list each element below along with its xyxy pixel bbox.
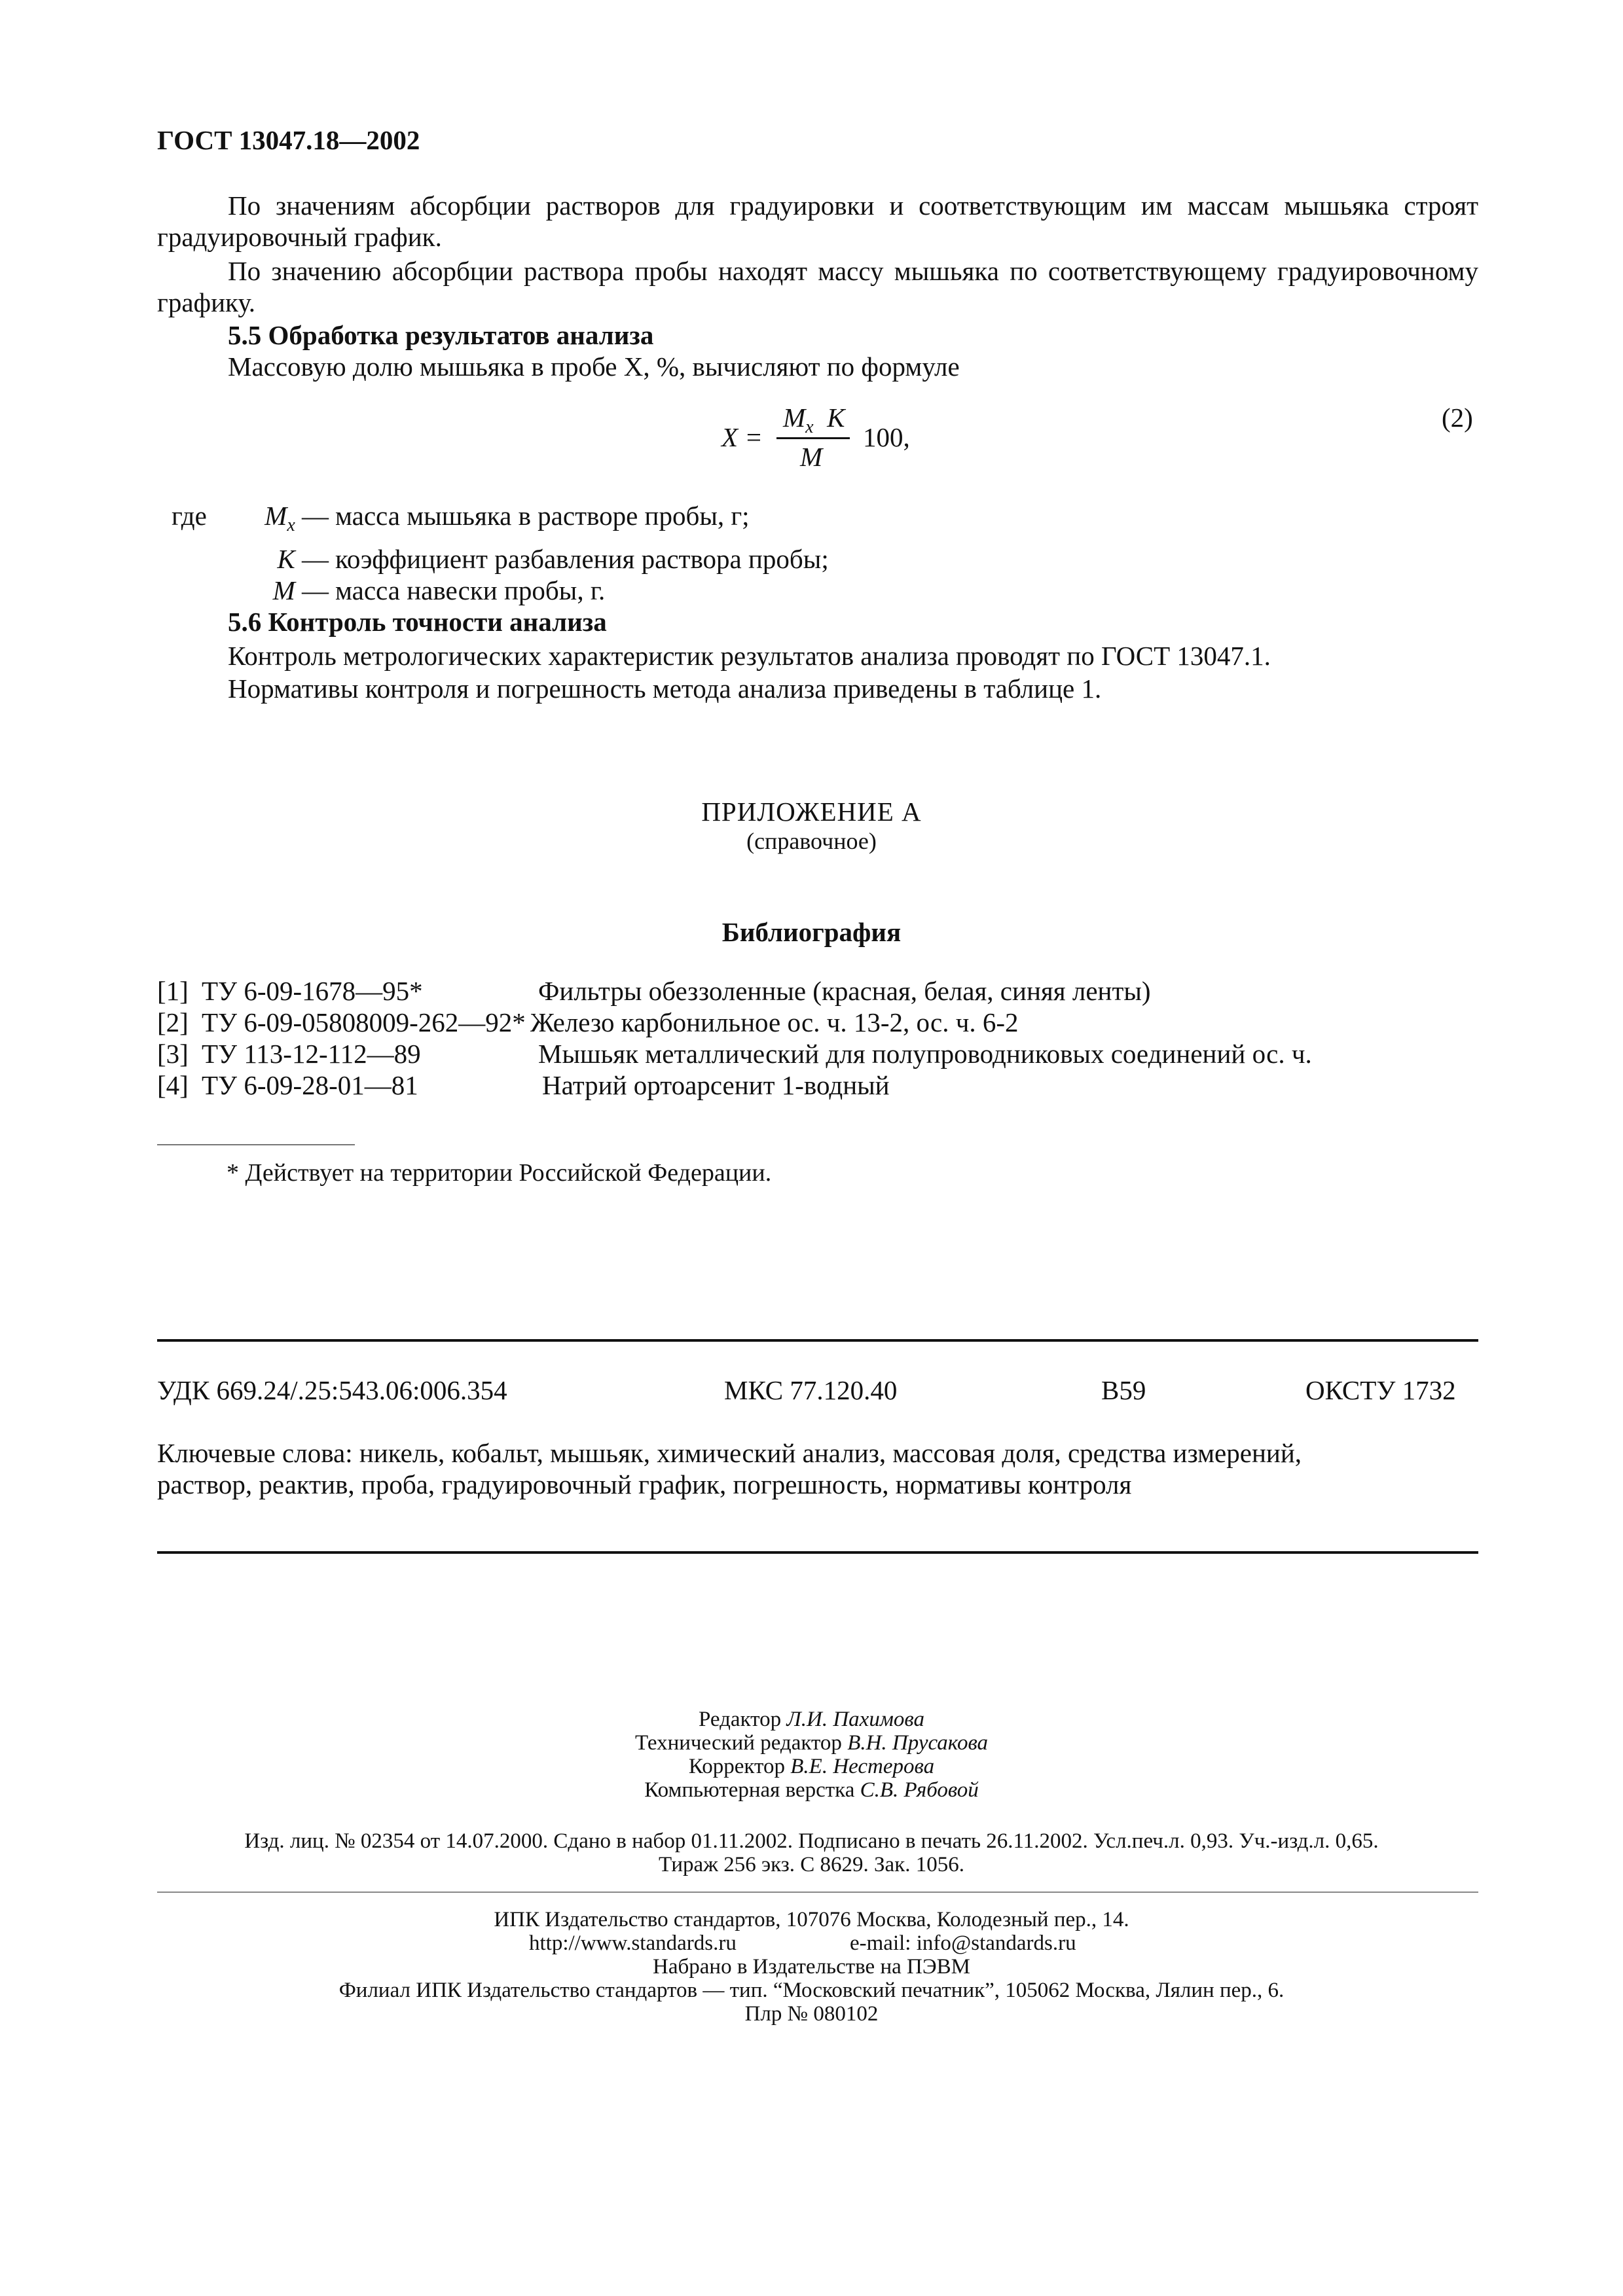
udk-code: УДК 669.24/.25:543.06:006.354 — [157, 1375, 507, 1405]
ref-number: [4] — [157, 1070, 189, 1100]
formula-numerator-var: M — [783, 403, 806, 433]
formula-lhs: X = — [721, 422, 763, 452]
classification-top-rule — [157, 1339, 1478, 1342]
imprint-editor: Редактор Л.И. Пахимова — [699, 1708, 924, 1731]
appendix-title: ПРИЛОЖЕНИЕ А — [701, 797, 922, 827]
ref-description: Мышьяк металлический для полупроводниковых соединений ос. ч. — [538, 1039, 1312, 1069]
section-5-5-heading: 5.5 Обработка результатов анализа — [228, 320, 654, 350]
ref-number: [2] — [157, 1007, 189, 1037]
imprint-website[interactable]: http://www.standards.ru — [529, 1931, 737, 1955]
paragraph-calibration-graph: По значениям абсорбции растворов для градуировки и соответствующим им массам мышьяка строят градуировочный график. — [157, 190, 1478, 252]
mks-code: МКС 77.120.40 — [724, 1375, 898, 1405]
fraction-bar — [776, 437, 850, 439]
imprint-layout: Компьютерная верстка С.В. Рябовой — [644, 1778, 979, 1802]
formula-denominator: M — [800, 442, 823, 472]
imprint-plr: Плр № 080102 — [744, 2002, 879, 2026]
paragraph-sample-mass: По значению абсорбции раствора пробы находят массу мышьяка по соответствующему градуировочному графику. — [157, 256, 1478, 317]
document-id: ГОСТ 13047.18—2002 — [157, 125, 420, 155]
ref-tu: ТУ 6-09-05808009-262—92* — [202, 1007, 526, 1037]
imprint-typeset: Набрано в Издательстве на ПЭВМ — [653, 1955, 970, 1979]
definition-symbol: K — — [277, 544, 329, 574]
where-word: где — [172, 501, 207, 531]
okstu-code: ОКСТУ 1732 — [1305, 1375, 1456, 1405]
definition-symbol: M — — [272, 575, 329, 605]
ref-tu: ТУ 6-09-28-01—81 — [202, 1070, 418, 1100]
keywords-line-2: раствор, реактив, проба, градуировочный график, погрешность, нормативы контроля — [157, 1469, 1132, 1499]
imprint-publisher: ИПК Издательство стандартов, 107076 Москва, Колодезный пер., 14. — [494, 1908, 1129, 1931]
group-code: В59 — [1101, 1375, 1146, 1405]
imprint-divider — [157, 1892, 1478, 1893]
classification-bottom-rule — [157, 1551, 1478, 1554]
ref-number: [1] — [157, 976, 189, 1006]
ref-tu: ТУ 113-12-112—89 — [202, 1039, 421, 1069]
imprint-email[interactable]: e-mail: info@standards.ru — [850, 1931, 1076, 1955]
imprint-print-line-1: Изд. лиц. № 02354 от 14.07.2000. Сдано в набор 01.11.2002. Подписано в печать 26.11.2002. Усл.печ.л. 0,93. Уч.-изд.л. 0,65. — [244, 1829, 1379, 1853]
definition-symbol: $M_x$ — — [264, 501, 329, 536]
imprint-print-line-2: Тираж 256 экз. С 8629. Зак. 1056. — [659, 1853, 964, 1876]
paragraph-control-norms: Нормативы контроля и погрешность метода анализа приведены в таблице 1. — [228, 673, 1102, 704]
paragraph-metrology-control: Контроль метрологических характеристик результатов анализа проводят по ГОСТ 13047.1. — [228, 641, 1271, 671]
formula-numerator-k: K — [827, 403, 845, 433]
keywords-line-1: Ключевые слова: никель, кобальт, мышьяк, химический анализ, массовая доля, средства измерений, — [157, 1438, 1302, 1468]
ref-description: Фильтры обеззоленные (красная, белая, синяя ленты) — [538, 976, 1151, 1006]
definition-text: масса мышьяка в растворе пробы, г; — [335, 501, 750, 531]
ref-description: Натрий ортоарсенит 1-водный — [542, 1070, 890, 1100]
formula-intro: Массовую долю мышьяка в пробе X, %, вычисляют по формуле — [228, 351, 960, 382]
imprint-tech-editor: Технический редактор В.Н. Прусакова — [634, 1731, 989, 1755]
formula-number: (2) — [1442, 403, 1473, 433]
definition-text: коэффициент разбавления раствора пробы; — [335, 544, 829, 574]
section-5-6-heading: 5.6 Контроль точности анализа — [228, 607, 607, 637]
formula-multiplier: 100, — [863, 422, 910, 452]
ref-number: [3] — [157, 1039, 189, 1069]
ref-description: Железо карбонильное ос. ч. 13-2, ос. ч. 6-2 — [530, 1007, 1019, 1037]
appendix-subtitle: (справочное) — [746, 828, 877, 854]
ref-tu: ТУ 6-09-1678—95* — [202, 976, 423, 1006]
definition-text: масса навески пробы, г. — [335, 575, 606, 605]
footnote-divider — [157, 1144, 355, 1145]
imprint-corrector: Корректор В.Е. Нестерова — [688, 1755, 935, 1778]
formula-numerator-sub: x — [805, 417, 814, 438]
bibliography-heading: Библиография — [721, 917, 902, 947]
imprint-branch: Филиал ИПК Издательство стандартов — тип. “Московский печатник”, 105062 Москва, Лялин пер., 6. — [338, 1979, 1285, 2002]
footnote: * Действует на территории Российской Федерации. — [227, 1159, 772, 1187]
